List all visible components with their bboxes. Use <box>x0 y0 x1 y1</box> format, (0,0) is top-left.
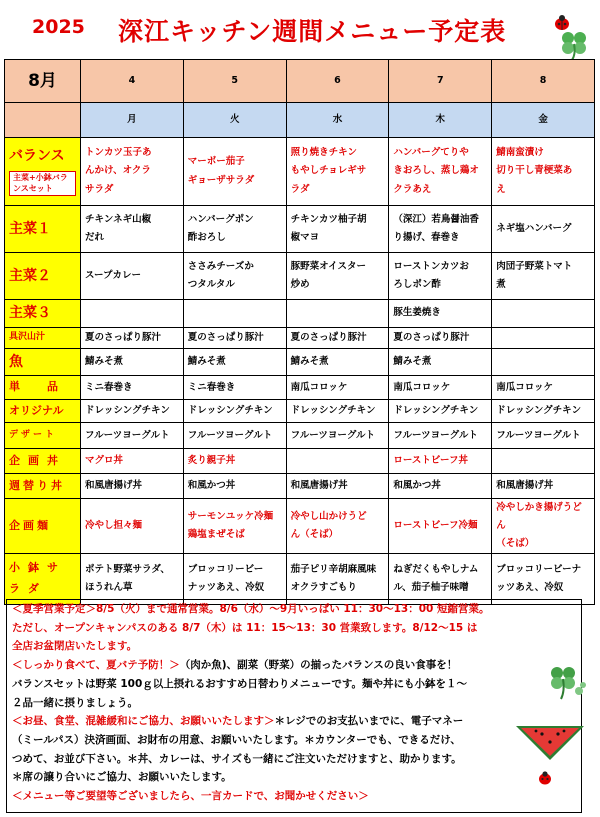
menu-item-cell <box>183 327 286 348</box>
menu-item-cell <box>389 206 492 253</box>
menu-item-text: 冷やしかき揚げうどん <box>496 502 582 532</box>
menu-row <box>5 474 595 499</box>
menu-row <box>5 253 595 300</box>
menu-row <box>5 400 595 423</box>
menu-item-text: 椒マヨ <box>290 232 320 243</box>
category-label: デザート <box>9 430 58 441</box>
notice-text: ＜お昼、食堂、混雑緩和にご協力、お願いいたします＞ <box>12 715 275 728</box>
menu-item-text: スープカレー <box>85 269 141 281</box>
notice-text: ＜メニュー等ご要望等ございましたら、一言カードで、お聞かせください＞ <box>12 790 369 803</box>
category-cell <box>5 138 81 206</box>
menu-item-cell <box>492 499 595 554</box>
weekday-header-row <box>5 103 595 138</box>
notice-line <box>7 600 581 619</box>
menu-item-text: サラダ <box>85 183 114 195</box>
menu-item-text: 夏のさっぱり豚汁 <box>393 331 470 343</box>
menu-item-cell <box>81 253 184 300</box>
menu-item-cell <box>81 138 184 206</box>
menu-item-cell <box>286 400 389 423</box>
clover-icon <box>543 661 587 701</box>
menu-item-text: ハンバーグてりや <box>393 147 469 159</box>
menu-item-cell <box>81 327 184 348</box>
notice-text: ただし、オープンキャンパスのある 8/7（木）は 11：15～13：30 営業致します。8/12～15 は <box>12 621 478 634</box>
menu-item-text: 鶏塩まぜそば <box>187 529 245 541</box>
menu-item-text: フルーツヨーグルト <box>187 429 273 441</box>
menu-item-cell <box>389 253 492 300</box>
menu-item-text: サーモンユッケ冷麺 <box>187 511 274 523</box>
menu-row <box>5 554 595 605</box>
menu-item-text: ギョーザサラダ <box>187 174 255 186</box>
menu-item-cell <box>81 376 184 400</box>
notice-line <box>7 787 581 806</box>
category-label: 主菜３ <box>9 305 51 321</box>
menu-item-text: クラあえ <box>393 183 432 195</box>
day-cell: 8 <box>492 60 595 103</box>
menu-item-text: 鯖みそ煮 <box>187 355 226 367</box>
menu-item-text: ブロッコリービーナ <box>496 564 582 576</box>
notice-line <box>7 712 581 731</box>
menu-item-text: ハンバーグポン <box>187 213 254 225</box>
menu-item-text: （深江）若鳥醤油香 <box>393 213 479 225</box>
menu-item-cell <box>389 327 492 348</box>
menu-item-cell <box>286 327 389 348</box>
menu-item-cell <box>183 348 286 376</box>
menu-item-cell <box>286 253 389 300</box>
menu-item-text: ミニ春巻き <box>187 381 236 393</box>
menu-item-cell <box>492 300 595 328</box>
weekday-blank-cell <box>5 103 81 138</box>
menu-item-text: え <box>496 183 506 195</box>
category-label: 企画麺 <box>9 518 51 532</box>
menu-item-text: ミニ春巻き <box>85 381 133 393</box>
menu-item-cell <box>81 449 184 474</box>
category-label: 主菜２ <box>9 267 51 284</box>
menu-item-text: ル、茄子柚子味噌 <box>393 582 469 594</box>
menu-item-cell <box>183 554 286 605</box>
menu-item-text: マグロ丼 <box>85 455 124 467</box>
menu-item-text: 冷やし担々麺 <box>85 520 143 532</box>
category-cell <box>5 376 81 400</box>
menu-item-text: 豚生姜焼き <box>393 307 441 319</box>
menu-item-text: フルーツヨーグルト <box>496 429 581 441</box>
menu-item-cell <box>286 376 389 400</box>
notice-text: ＜夏季営業予定＞8/5（火）まで通常営業。8/6（水）～9月いっぱい 11：30～13：00 短縮営業。 <box>12 603 490 615</box>
notice-text: ＊席の譲り合いにご協力、お願いいたします。 <box>12 771 232 784</box>
menu-item-cell <box>492 206 595 253</box>
menu-item-text: もやしチョレギサ <box>290 165 367 177</box>
watermelon-icon <box>512 720 588 764</box>
menu-item-cell <box>389 138 492 206</box>
menu-item-text: ポテト野菜サラダ、 <box>85 564 170 576</box>
category-label: 単 品 <box>9 380 66 394</box>
menu-item-text: 鯖みそ煮 <box>290 355 329 367</box>
menu-item-cell <box>81 423 184 449</box>
menu-item-cell <box>286 206 389 253</box>
menu-item-cell <box>492 348 595 376</box>
weekday-cell: 火 <box>183 103 286 138</box>
page-title-bar <box>0 8 600 48</box>
notice-text: 全店お盆閉店いたします。 <box>12 640 138 653</box>
menu-item-cell <box>492 327 595 348</box>
category-label: 主菜１ <box>9 220 51 237</box>
menu-item-text: ん（そば） <box>290 529 339 541</box>
menu-item-text: ローストビーフ冷麺 <box>393 520 478 532</box>
menu-item-text: 酢おろし <box>187 232 226 243</box>
day-cell: 6 <box>286 60 389 103</box>
category-cell <box>5 449 81 474</box>
notice-text: ＊レジでのお支払いまでに、電子マネー <box>274 715 464 728</box>
menu-item-text: 炙り親子丼 <box>187 455 236 467</box>
menu-item-text: ドレッシングチキン <box>290 405 376 417</box>
menu-item-cell <box>183 206 286 253</box>
menu-item-cell <box>492 138 595 206</box>
menu-item-text: ささみチーズか <box>187 260 254 272</box>
category-cell <box>5 300 81 328</box>
menu-item-text: 豚野菜オイスター <box>290 260 367 272</box>
notice-text: ＜しっかり食べて、夏バテ予防！＞ <box>12 659 180 672</box>
menu-item-cell <box>183 138 286 206</box>
ladybug-icon <box>536 770 554 786</box>
menu-item-cell <box>183 499 286 554</box>
category-cell <box>5 253 81 300</box>
menu-item-text: 南瓜コロッケ <box>290 381 348 393</box>
menu-item-cell <box>492 376 595 400</box>
notice-line <box>7 750 581 769</box>
menu-item-cell <box>183 474 286 499</box>
menu-item-text: 鯖みそ煮 <box>85 355 124 367</box>
menu-row <box>5 327 595 348</box>
menu-item-text: ドレッシングチキン <box>187 405 273 417</box>
notice-line <box>7 619 581 638</box>
menu-item-cell <box>492 400 595 423</box>
menu-item-text: ローストビーフ丼 <box>393 455 469 467</box>
category-cell <box>5 400 81 423</box>
weekly-menu-table <box>4 59 595 605</box>
menu-item-text: トンカツ玉子あ <box>85 147 152 159</box>
menu-item-cell <box>492 253 595 300</box>
weekday-cell: 水 <box>286 103 389 138</box>
menu-item-text: 南瓜コロッケ <box>393 381 451 393</box>
menu-item-cell <box>183 376 286 400</box>
menu-item-text: 夏のさっぱり豚汁 <box>85 331 162 343</box>
day-cell: 7 <box>389 60 492 103</box>
category-label: 企画丼 <box>9 453 66 467</box>
notice-line <box>7 656 581 675</box>
category-cell <box>5 327 81 348</box>
menu-item-cell <box>286 300 389 328</box>
menu-item-text: 冷やし山かけうど <box>290 511 367 523</box>
menu-item-cell <box>183 423 286 449</box>
menu-item-cell <box>389 300 492 328</box>
menu-item-cell <box>286 348 389 376</box>
category-cell <box>5 348 81 376</box>
menu-item-text: ドレッシングチキン <box>85 405 170 417</box>
menu-item-text: ねぎだくもやしナム <box>393 564 479 576</box>
menu-row <box>5 300 595 328</box>
category-cell <box>5 474 81 499</box>
category-label: 小鉢サラダ <box>9 561 66 596</box>
menu-item-text: フルーツヨーグルト <box>85 429 170 441</box>
date-header-row <box>5 60 595 103</box>
menu-item-text: ドレッシングチキン <box>496 405 582 417</box>
menu-item-cell <box>389 376 492 400</box>
category-cell <box>5 423 81 449</box>
weekday-cell: 金 <box>492 103 595 138</box>
menu-item-cell <box>286 554 389 605</box>
menu-item-cell <box>81 554 184 605</box>
menu-item-text: 茄子ピリ辛胡麻風味 <box>290 564 377 576</box>
notice-line <box>7 675 581 694</box>
notice-text: バランスセットは野菜 100ｇ以上摂れるおすすめ日替わりメニューです。麺や丼にも小鉢を１～ <box>12 677 468 690</box>
menu-item-cell <box>389 423 492 449</box>
menu-row <box>5 206 595 253</box>
menu-item-text: ローストンカツお <box>393 260 469 272</box>
menu-item-cell <box>389 400 492 423</box>
category-cell <box>5 499 81 554</box>
menu-item-cell <box>492 554 595 605</box>
notice-text: つめて、お並び下さい。＊丼、カレーは、サイズも一緒にご注文いただけますと、助かります。 <box>12 752 462 765</box>
menu-item-cell <box>492 449 595 474</box>
day-cell: 5 <box>183 60 286 103</box>
menu-item-text: オクラすごもり <box>290 582 357 594</box>
page-title: 深江キッチン週間メニュー予定表 <box>118 17 507 46</box>
menu-item-cell <box>389 499 492 554</box>
notice-box <box>6 599 582 813</box>
notice-text: ２品一緒に摂りましょう。 <box>12 696 138 709</box>
menu-item-cell <box>183 400 286 423</box>
menu-item-cell <box>81 499 184 554</box>
menu-item-text: 和風かつ丼 <box>393 480 441 492</box>
menu-item-text: 鯖みそ煮 <box>393 355 432 367</box>
menu-item-text: 肉団子野菜トマト <box>496 260 573 272</box>
menu-item-text: 鯖南蛮漬け <box>496 147 544 159</box>
menu-item-cell <box>492 423 595 449</box>
menu-item-text: ッツあえ、冷奴 <box>496 582 564 594</box>
menu-item-text: ネギ塩ハンバーグ <box>496 222 572 234</box>
notice-text: （ミールパス）決済画面、お財布の用意、お願いいたします。＊カウンターでも、できるだけ、 <box>12 733 461 746</box>
menu-item-cell <box>81 474 184 499</box>
menu-item-cell <box>286 499 389 554</box>
category-label: バランス <box>9 147 65 164</box>
notice-line <box>7 731 581 750</box>
menu-item-text: 切り干し青梗菜あ <box>496 165 573 177</box>
menu-item-text: ラダ <box>290 183 310 195</box>
menu-item-cell <box>81 348 184 376</box>
notice-line <box>7 637 581 656</box>
menu-item-cell <box>389 449 492 474</box>
menu-item-cell <box>81 300 184 328</box>
menu-row <box>5 499 595 554</box>
menu-item-cell <box>183 253 286 300</box>
clover-icon <box>556 26 592 62</box>
menu-item-text: ドレッシングチキン <box>393 405 479 417</box>
menu-item-text: きおろし、蒸し鶏オ <box>393 165 479 177</box>
menu-item-text: ろしポン酢 <box>393 279 441 290</box>
menu-item-cell <box>389 348 492 376</box>
menu-item-text: （そば） <box>496 538 535 550</box>
menu-item-text: 和風唐揚げ丼 <box>496 480 554 492</box>
menu-item-text: り揚げ、春巻き <box>393 232 460 243</box>
page-year: 2025 <box>32 16 85 38</box>
menu-row <box>5 449 595 474</box>
menu-item-cell <box>286 474 389 499</box>
notice-text: （肉か魚)、副菜（野菜）の揃ったバランスの良い食事を！ <box>179 659 458 672</box>
menu-item-text: 夏のさっぱり豚汁 <box>290 331 367 343</box>
menu-item-text: フルーツヨーグルト <box>393 429 478 441</box>
menu-item-cell <box>389 474 492 499</box>
month-cell: 8月 <box>5 60 81 103</box>
menu-row <box>5 348 595 376</box>
menu-item-text: だれ <box>85 232 105 243</box>
menu-item-text: つタルタル <box>187 279 235 290</box>
menu-item-cell <box>81 206 184 253</box>
menu-item-text: んかけ、オクラ <box>85 165 151 177</box>
menu-item-cell <box>286 138 389 206</box>
menu-item-cell <box>286 423 389 449</box>
notice-line <box>7 694 581 713</box>
menu-item-text: マーボー茄子 <box>187 156 245 168</box>
day-cell: 4 <box>81 60 184 103</box>
category-label: 魚 <box>9 353 23 370</box>
category-label: 具沢山汁 <box>9 332 46 343</box>
menu-item-text: 夏のさっぱり豚汁 <box>187 331 264 343</box>
weekday-cell: 木 <box>389 103 492 138</box>
menu-item-cell <box>81 400 184 423</box>
menu-row <box>5 138 595 206</box>
menu-item-text: 照り焼きチキン <box>290 147 357 159</box>
menu-item-text: チキンカツ柚子胡 <box>290 213 367 225</box>
category-sub-label: 主菜+小鉢バランスセット <box>9 171 76 196</box>
menu-item-cell <box>492 474 595 499</box>
weekday-cell: 月 <box>81 103 184 138</box>
menu-item-text: ナッツあえ、冷奴 <box>187 582 265 594</box>
menu-item-text: チキンネギ山椒 <box>85 213 152 225</box>
menu-item-text: フルーツヨーグルト <box>290 429 376 441</box>
menu-item-text: 和風かつ丼 <box>187 480 236 492</box>
menu-body <box>5 138 595 605</box>
category-label: オリジナル <box>9 403 64 417</box>
menu-item-text: 炒め <box>290 279 310 290</box>
menu-row <box>5 376 595 400</box>
menu-item-text: 和風唐揚げ丼 <box>290 480 348 492</box>
menu-item-cell <box>183 300 286 328</box>
menu-item-text: ほうれん草 <box>85 582 133 594</box>
menu-item-cell <box>286 449 389 474</box>
category-label: 週替り丼 <box>9 478 65 492</box>
category-cell <box>5 554 81 605</box>
menu-item-cell <box>183 449 286 474</box>
menu-item-text: ブロッコリービー <box>187 564 264 576</box>
menu-item-text: 和風唐揚げ丼 <box>85 480 143 492</box>
category-cell <box>5 206 81 253</box>
menu-row <box>5 423 595 449</box>
menu-item-text: 南瓜コロッケ <box>496 381 553 393</box>
notice-line <box>7 768 581 787</box>
menu-item-text: 煮 <box>496 279 506 290</box>
menu-item-cell <box>389 554 492 605</box>
